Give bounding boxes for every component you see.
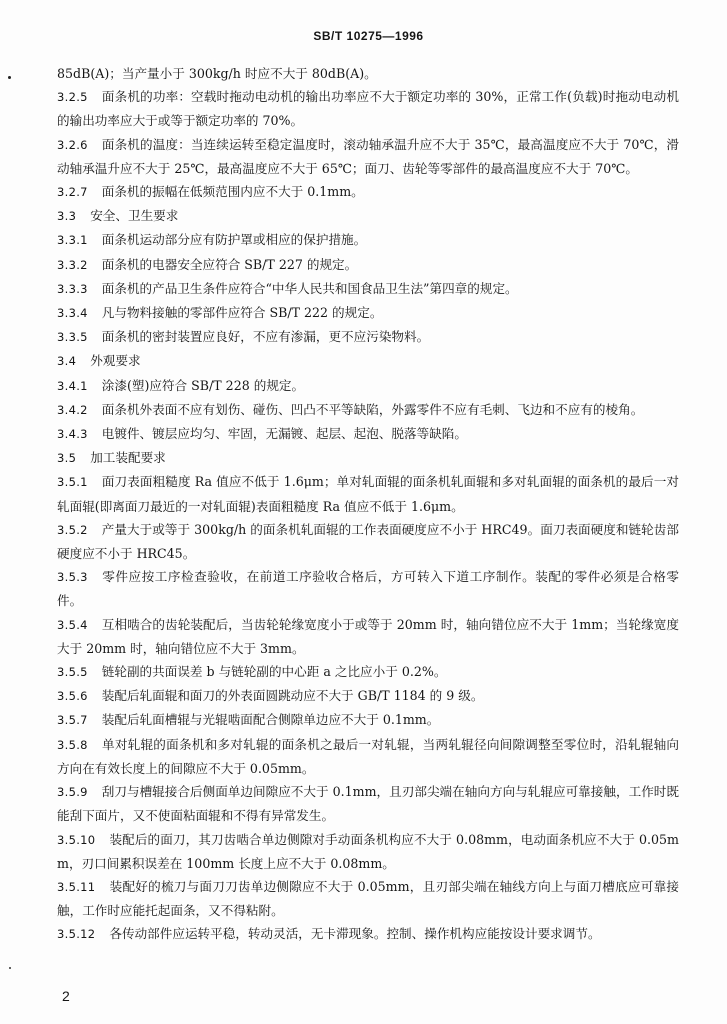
clause-number: 3.5.10	[57, 832, 96, 847]
clause-text: 面刀表面粗糙度 Ra 值应不低于 1.6μm；单对轧面辊的面条机轧面辊和多对轧面辊的面条机的最后一对轧面辊(即离面刀最近的一对轧面辊)表面粗糙度 Ra 值应不低于 1.6μm。	[57, 474, 679, 514]
clause-number: 3.5.7	[57, 713, 88, 728]
clause-number: 3.5.3	[57, 570, 88, 585]
clause-3-2-6	[57, 133, 679, 180]
clause-text: 面条机外表面不应有划伤、碰伤、凹凸不平等缺陷，外露零件不应有毛刺、飞边和不应有的棱角。	[101, 401, 644, 417]
clause-3-5-4	[57, 613, 679, 660]
clause-text: 各传动部件应运转平稳，转动灵活，无卡滞现象。控制、操作机构应能按设计要求调节。	[109, 926, 601, 942]
clause-3-4-2	[57, 398, 679, 422]
clause-text: 装配后的面刀，其刀齿啮合单边侧隙对手动面条机构应不大于 0.08mm，电动面条机应不大于 0.05mm，刃口间累积误差在 100mm 长度上应不大于 0.08mm。	[57, 831, 679, 871]
clause-number: 3.3.1	[57, 233, 88, 248]
clause-text: 凡与物料接触的零部件应符合 SB/T 222 的规定。	[101, 305, 383, 321]
clause-3-5-1	[57, 470, 679, 517]
clause-text: 零件应按工序检查验收，在前道工序验收合格后，方可转入下道工序制作。装配的零件必须是合格零件。	[57, 569, 679, 609]
clause-3-5-2	[57, 518, 679, 565]
clause-text: 涂漆(塑)应符合 SB/T 228 的规定。	[101, 377, 305, 393]
clause-text: 电镀件、镀层应均匀、牢固，无漏镀、起层、起泡、脱落等缺陷。	[101, 426, 467, 442]
clause-text: 面条机的功率：空载时拖动电动机的输出功率应不大于额定功率的 30%，正常工作(负载)时拖动电动机的输出功率应大于或等于额定功率的 70%。	[57, 89, 679, 129]
clause-3-3-4	[57, 301, 679, 325]
clause-number: 3.4.2	[57, 402, 88, 417]
section-number: 3.4	[57, 354, 77, 369]
clause-text: 面条机的电器安全应符合 SB/T 227 的规定。	[101, 256, 358, 272]
section-title: 加工装配要求	[90, 450, 166, 466]
clause-3-4-1	[57, 374, 679, 398]
clause-3-5-10	[57, 828, 679, 875]
clause-number: 3.5.12	[57, 927, 96, 942]
clause-number: 3.3.2	[57, 257, 88, 272]
scan-speck	[8, 76, 11, 79]
clause-number: 3.2.5	[57, 90, 88, 105]
section-number: 3.5	[57, 451, 77, 466]
clause-text: 面条机的密封装置应良好，不应有渗漏，更不应污染物料。	[101, 329, 430, 345]
clause-number: 3.5.2	[57, 522, 88, 537]
clause-3-5-9	[57, 780, 679, 827]
clause-text: 单对轧辊的面条机和多对轧辊的面条机之最后一对轧辊，当两轧辊径向间隙调整至零位时，沿轧辊轴向方向在有效长度上的间隙应不大于 0.05mm。	[57, 736, 679, 776]
scan-speck	[9, 967, 11, 969]
clause-text: 互相啮合的齿轮装配后，当齿轮轮缘宽度小于或等于 20mm 时，轴向错位应不大于 1mm；当轮缘宽度大于 20mm 时，轴向错位应不大于 3mm。	[57, 616, 679, 656]
clause-3-2-5	[57, 85, 679, 132]
clause-number: 3.2.6	[57, 137, 88, 152]
section-3-4-heading	[57, 349, 679, 373]
clause-text: 装配后轧面槽辊与光辊啮面配合侧隙单边应不大于 0.1mm。	[101, 712, 440, 728]
clause-3-3-5	[57, 325, 679, 349]
section-title: 外观要求	[90, 353, 141, 369]
clause-text: 产量大于或等于 300kg/h 的面条机轧面辊的工作表面硬度应不小于 HRC49。面刀表面硬度和链轮齿部硬度应不小于 HRC45。	[57, 521, 679, 562]
clause-number: 3.5.1	[57, 475, 88, 490]
clause-number: 3.5.4	[57, 617, 88, 632]
clause-text: 面条机的振幅在低频范围内应不大于 0.1mm。	[101, 184, 364, 200]
clause-number: 3.5.8	[57, 737, 88, 752]
clause-number: 3.4.3	[57, 427, 88, 442]
clause-text: 链轮副的共面误差 b 与链轮副的中心距 a 之比应小于 0.2%。	[101, 664, 447, 680]
clause-3-3-2	[57, 253, 679, 277]
clause-number: 3.4.1	[57, 378, 88, 393]
clause-3-5-7	[57, 708, 679, 732]
clause-3-5-5	[57, 660, 679, 684]
clause-number: 3.3.5	[57, 330, 88, 345]
clause-number: 3.5.9	[57, 785, 88, 800]
clause-number: 3.5.5	[57, 665, 88, 680]
section-3-3-heading	[57, 204, 679, 228]
clause-number: 3.2.7	[57, 185, 88, 200]
section-title: 安全、卫生要求	[90, 208, 179, 224]
section-3-5-heading	[57, 446, 679, 470]
clause-number: 3.5.11	[57, 879, 96, 894]
body-text	[57, 62, 679, 947]
running-header	[0, 29, 727, 43]
clause-3-5-6	[57, 684, 679, 708]
clause-text: 刮刀与槽辊接合后侧面单边间隙应不大于 0.1mm，且刃部尖端在轴向方向与轧辊应可靠接触，工作时既能刮下面片，又不使面粘面辊和不得有异常发生。	[57, 784, 679, 824]
clause-text: 面条机运动部分应有防护罩或相应的保护措施。	[101, 232, 367, 248]
clause-number: 3.3.3	[57, 281, 88, 296]
clause-text: 装配后轧面辊和面刀的外表面圆跳动应不大于 GB/T 1184 的 9 级。	[101, 688, 484, 704]
section-number: 3.3	[57, 209, 77, 224]
paragraph-continuation: 85dB(A)；当产量小于 300kg/h 时应不大于 80dB(A)。	[57, 66, 377, 81]
clause-3-5-8	[57, 733, 679, 780]
clause-3-5-3	[57, 565, 679, 612]
clause-text: 装配好的梳刀与面刀刀齿单边侧隙应不大于 0.05mm，且刃部尖端在轴线方向上与面刀槽底应可靠接触，工作时应能托起面条，又不得粘附。	[57, 878, 679, 919]
clause-3-5-12	[57, 922, 679, 946]
clause-number: 3.5.6	[57, 689, 88, 704]
clause-3-2-7	[57, 180, 679, 204]
clause-3-5-11	[57, 875, 679, 922]
clause-text: 面条机的产品卫生条件应符合“中华人民共和国食品卫生法”第四章的规定。	[101, 280, 518, 296]
page-number: 2	[62, 988, 70, 1004]
clause-3-3-3	[57, 277, 679, 301]
clause-3-4-3	[57, 422, 679, 446]
clause-3-3-1	[57, 228, 679, 252]
clause-number: 3.3.4	[57, 306, 88, 321]
clause-text: 面条机的温度：当连续运转至稳定温度时，滚动轴承温升应不大于 35℃，最高温度应不大于 70℃，滑动轴承温升应不大于 25℃，最高温度应不大于 65℃；面刀、齿轮等零部件的最高温度应不大于 70℃。	[57, 136, 679, 176]
standard-code: SB/T 10275—1996	[313, 29, 424, 43]
